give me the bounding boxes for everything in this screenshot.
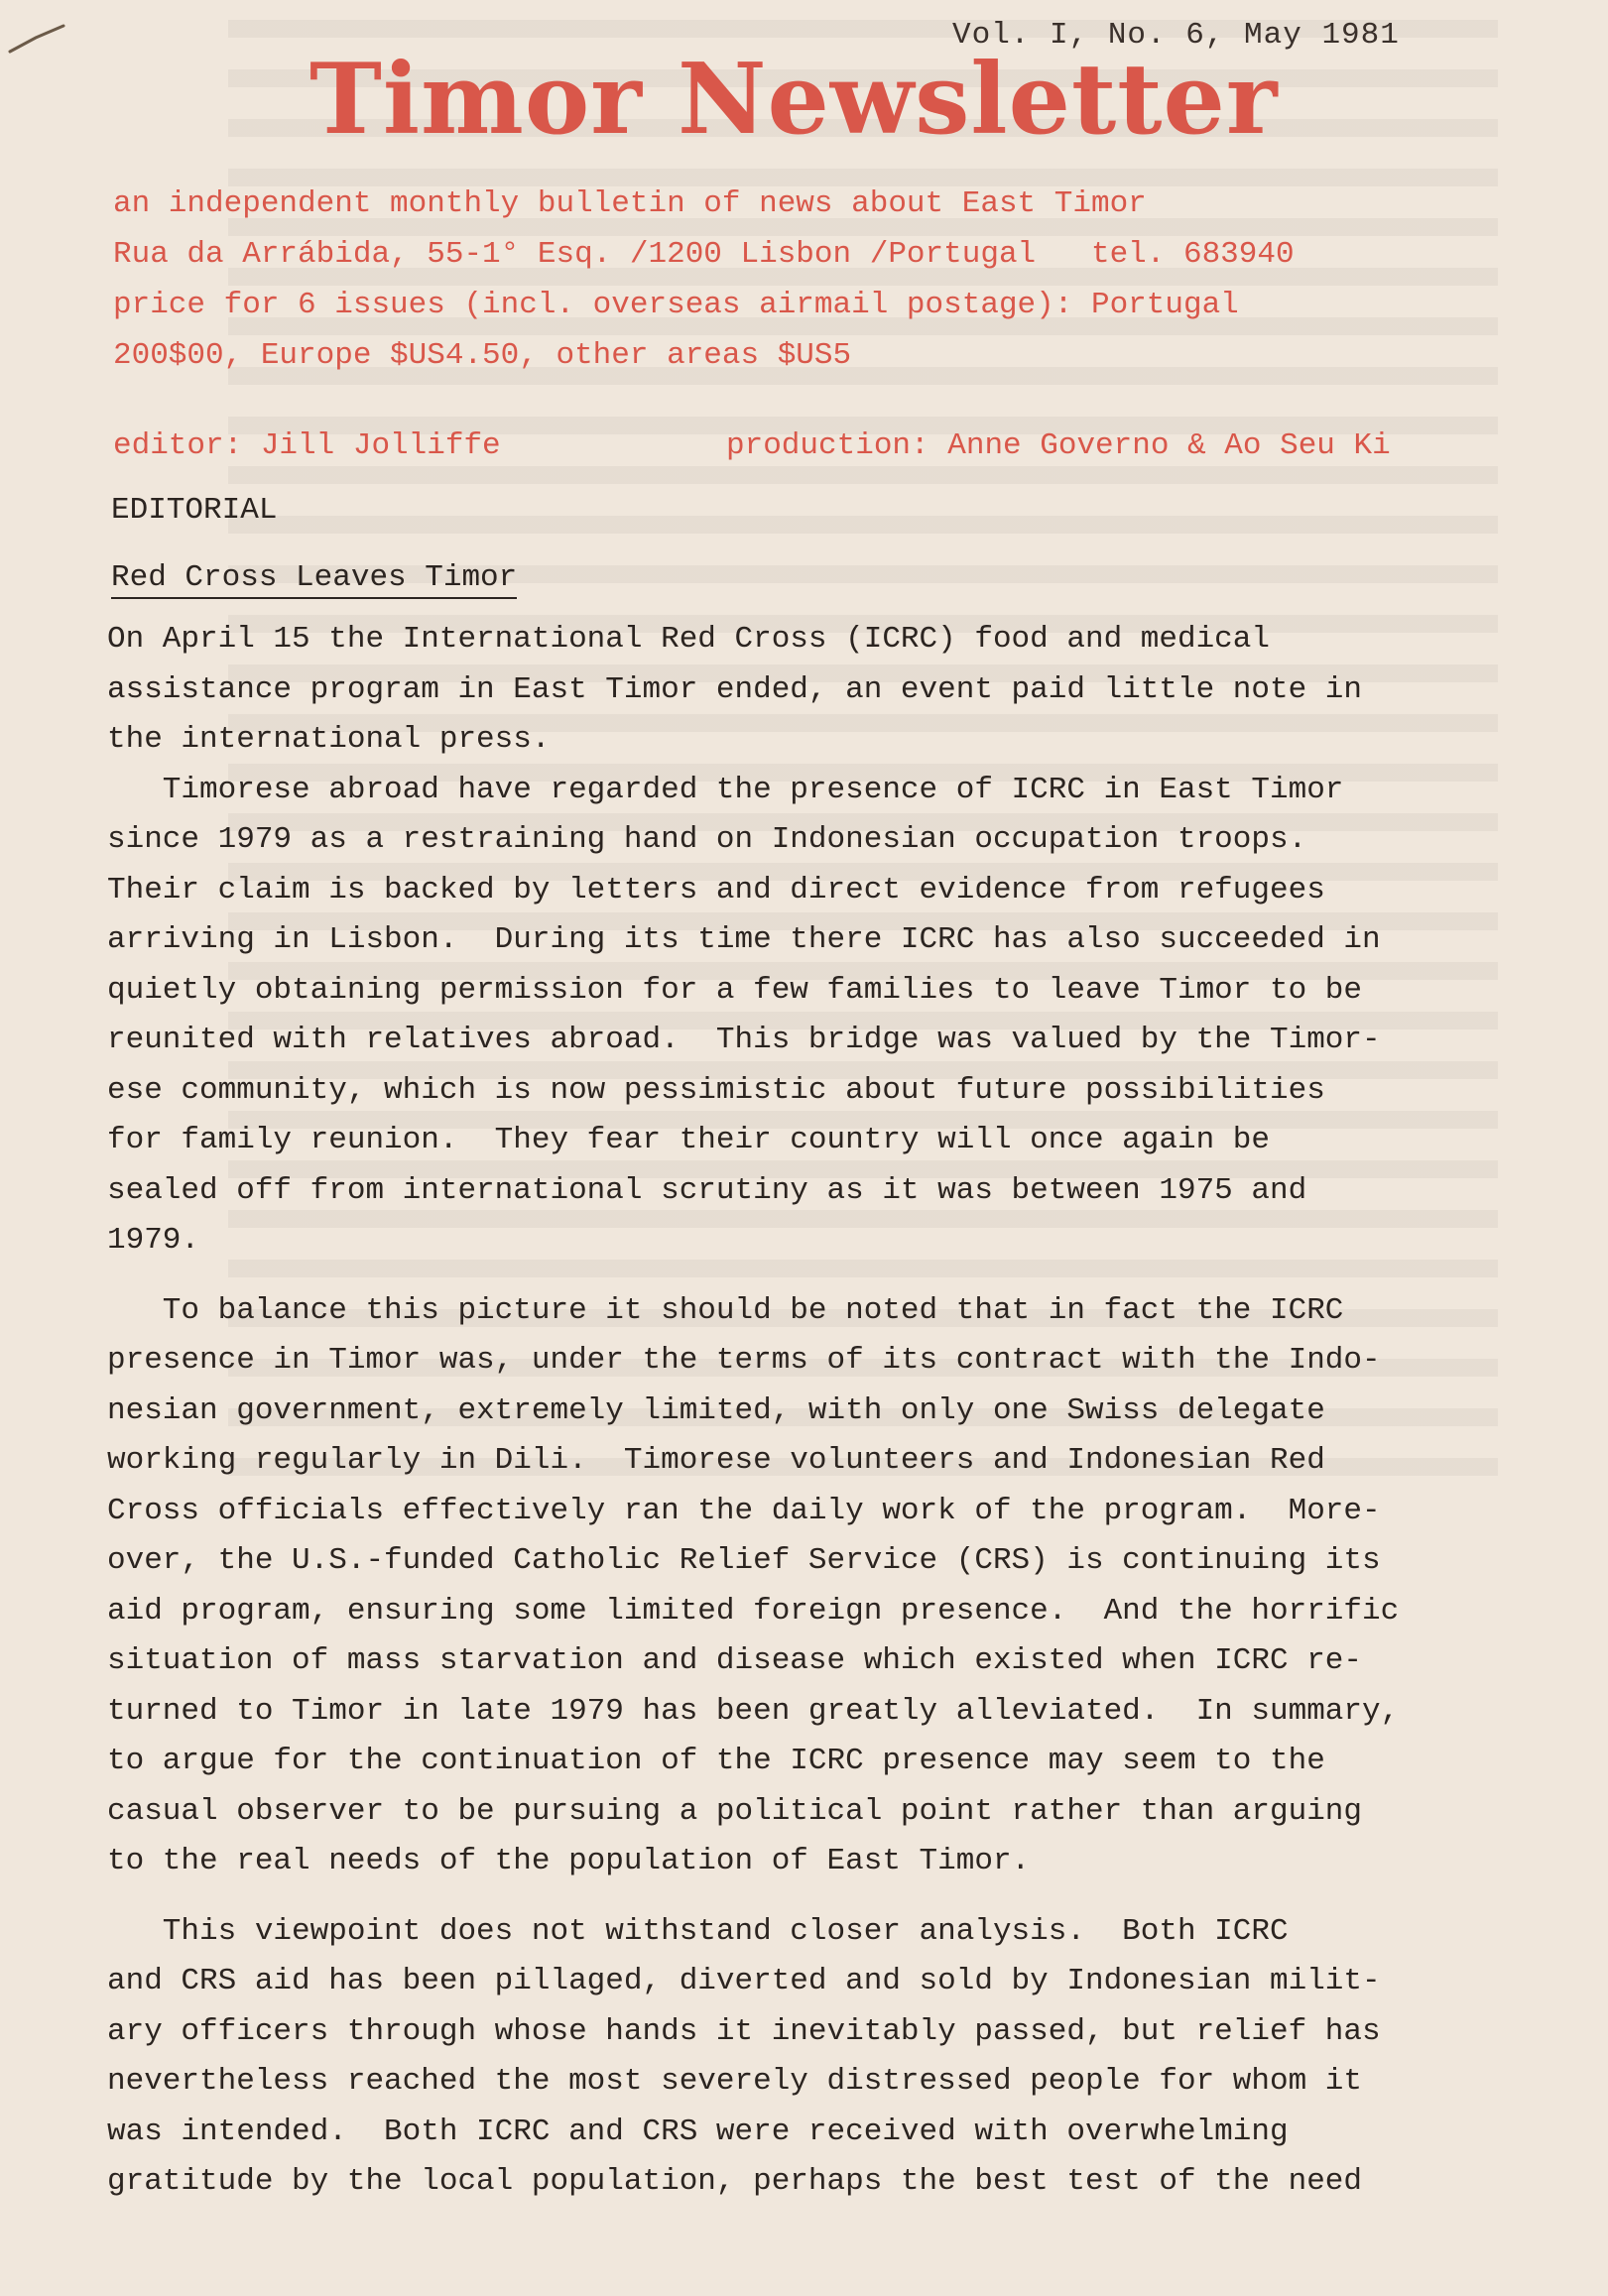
text-line: 1979. <box>107 1223 200 1258</box>
article-body <box>107 615 1516 2208</box>
address: Rua da Arrábida, 55-1° Esq. /1200 Lisbon /Portugal tel. 683940 <box>113 237 1295 272</box>
text-line: On April 15 the International Red Cross (ICRC) food and medical <box>107 622 1270 657</box>
text-line: reunited with relatives abroad. This bridge was valued by the Timor- <box>107 1023 1381 1057</box>
text-line: presence in Timor was, under the terms of its contract with the Indo- <box>107 1343 1381 1378</box>
text-line: over, the U.S.-funded Catholic Relief Service (CRS) is continuing its <box>107 1543 1381 1578</box>
text-line: Timorese abroad have regarded the presence of ICRC in East Timor <box>107 772 1344 807</box>
text-line: To balance this picture it should be noted that in fact the ICRC <box>107 1292 1344 1328</box>
paragraph <box>107 615 1516 766</box>
pencil-mark-icon <box>6 18 75 58</box>
paragraph <box>107 1907 1516 2208</box>
text-line: to argue for the continuation of the ICRC presence may seem to the <box>107 1744 1325 1778</box>
text-line: situation of mass starvation and disease which existed when ICRC re- <box>107 1643 1363 1678</box>
text-line: and CRS aid has been pillaged, diverted and sold by Indonesian milit- <box>107 1964 1381 1998</box>
text-line: working regularly in Dili. Timorese volunteers and Indonesian Red <box>107 1443 1325 1478</box>
text-line: sealed off from international scrutiny as it was between 1975 and <box>107 1172 1307 1208</box>
paragraph <box>107 766 1516 1267</box>
price-line-1: price for 6 issues (incl. overseas airmail postage): Portugal <box>113 288 1239 322</box>
text-line: the international press. <box>107 722 551 757</box>
text-line: turned to Timor in late 1979 has been greatly alleviated. In summary, <box>107 1693 1400 1729</box>
text-line: since 1979 as a restraining hand on Indonesian occupation troops. <box>107 822 1307 857</box>
text-line: nesian government, extremely limited, with only one Swiss delegate <box>107 1392 1325 1428</box>
production-credit: production: Anne Governo & Ao Seu Ki <box>726 428 1391 463</box>
text-line: ary officers through whose hands it inevitably passed, but relief has <box>107 2013 1381 2049</box>
text-line: Their claim is backed by letters and direct evidence from refugees <box>107 872 1325 907</box>
text-line: arriving in Lisbon. During its time there ICRC has also succeeded in <box>107 922 1381 957</box>
credits <box>113 428 1502 478</box>
subtitle: an independent monthly bulletin of news about East Timor <box>113 186 1147 221</box>
price-line-2: 200$00, Europe $US4.50, other areas $US5 <box>113 338 852 373</box>
paragraph <box>107 1286 1516 1887</box>
text-line: Cross officials effectively ran the daily work of the program. More- <box>107 1493 1381 1528</box>
text-line: casual observer to be pursuing a political point rather than arguing <box>107 1793 1363 1829</box>
text-line: ese community, which is now pessimistic about future possibilities <box>107 1072 1325 1108</box>
text-line: This viewpoint does not withstand closer analysis. Both ICRC <box>107 1913 1289 1949</box>
text-line: for family reunion. They fear their country will once again be <box>107 1123 1270 1157</box>
text-line: to the real needs of the population of East Timor. <box>107 1844 1031 1878</box>
editor-credit: editor: Jill Jolliffe <box>113 428 501 463</box>
article-headline: Red Cross Leaves Timor <box>111 560 517 599</box>
text-line: gratitude by the local population, perhaps the best test of the need <box>107 2164 1363 2199</box>
text-line: quietly obtaining permission for a few families to leave Timor to be <box>107 972 1363 1008</box>
masthead-info <box>113 179 1295 381</box>
text-line: was intended. Both ICRC and CRS were received with overwhelming <box>107 2114 1289 2149</box>
section-label: EDITORIAL <box>111 493 278 528</box>
text-line: nevertheless reached the most severely distressed people for whom it <box>107 2064 1363 2099</box>
text-line: aid program, ensuring some limited foreign presence. And the horrific <box>107 1593 1400 1629</box>
issue-volume: Vol. I, No. 6, May 1981 <box>952 18 1400 53</box>
newsletter-title: Timor Newsletter <box>309 43 1279 157</box>
text-line: assistance program in East Timor ended, an event paid little note in <box>107 671 1363 707</box>
